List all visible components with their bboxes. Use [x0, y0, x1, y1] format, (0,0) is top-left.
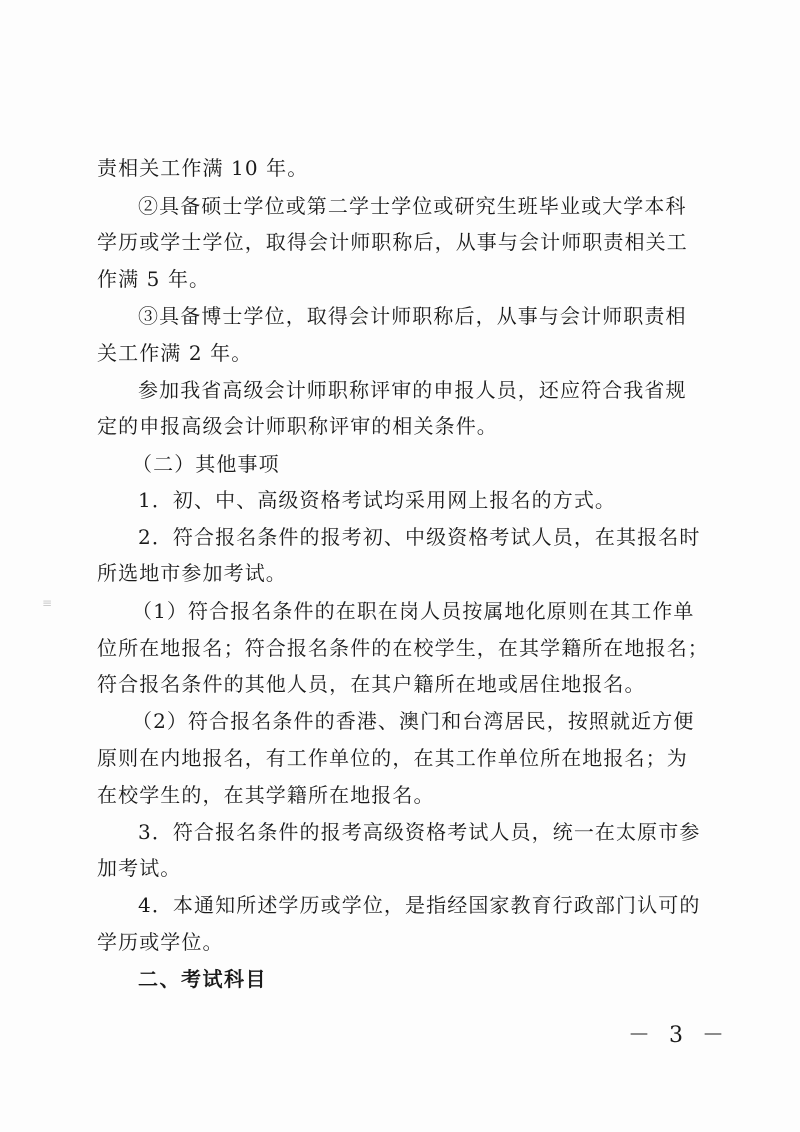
paragraph-line: 参加我省高级会计师职称评审的申报人员，还应符合我省规: [138, 378, 687, 402]
paragraph-line: 学历或学位。: [97, 930, 224, 954]
paragraph-line: 定的申报高级会计师职称评审的相关条件。: [97, 414, 498, 438]
scan-mark-icon: ≡: [42, 596, 53, 610]
paragraph-line: 作满 5 年。: [97, 267, 211, 291]
paragraph-line: 1．初、中、高级资格考试均采用网上报名的方式。: [138, 488, 617, 512]
paragraph-line: （2）符合报名条件的香港、澳门和台湾居民，按照就近方便: [132, 709, 695, 733]
section-heading: 二、考试科目: [138, 967, 267, 991]
paragraph-line: 3．符合报名条件的报考高级资格考试人员，统一在太原市参: [138, 820, 701, 844]
paragraph-line: 4．本通知所述学历或学位，是指经国家教育行政部门认可的: [138, 893, 701, 917]
paragraph-line: 符合报名条件的其他人员，在其户籍所在地或居住地报名。: [97, 672, 646, 696]
paragraph-line: 责相关工作满 10 年。: [97, 156, 309, 180]
paragraph-line: 学历或学士学位，取得会计师职称后，从事与会计师职责相关工: [97, 230, 688, 254]
paragraph-line: （1）符合报名条件的在职在岗人员按属地化原则在其工作单: [132, 599, 695, 623]
paragraph-line: 位所在地报名；符合报名条件的在校学生，在其学籍所在地报名；: [97, 636, 709, 660]
paragraph-line: 2．符合报名条件的报考初、中级资格考试人员，在其报名时: [138, 525, 701, 549]
paragraph-line: 原则在内地报名，有工作单位的，在其工作单位所在地报名；为: [97, 746, 688, 770]
page-number: － 3 －: [628, 1023, 730, 1048]
paragraph-line: ②具备硕士学位或第二学士学位或研究生班毕业或大学本科: [138, 194, 687, 218]
paragraph-line: 加考试。: [97, 856, 182, 880]
section-subheading: （二）其他事项: [132, 452, 280, 476]
paragraph-line: 在校学生的，在其学籍所在地报名。: [97, 783, 435, 807]
paragraph-line: 关工作满 2 年。: [97, 341, 253, 365]
paragraph-line: 所选地市参加考试。: [97, 561, 287, 585]
paragraph-line: ③具备博士学位，取得会计师职称后，从事与会计师职责相: [138, 304, 687, 328]
